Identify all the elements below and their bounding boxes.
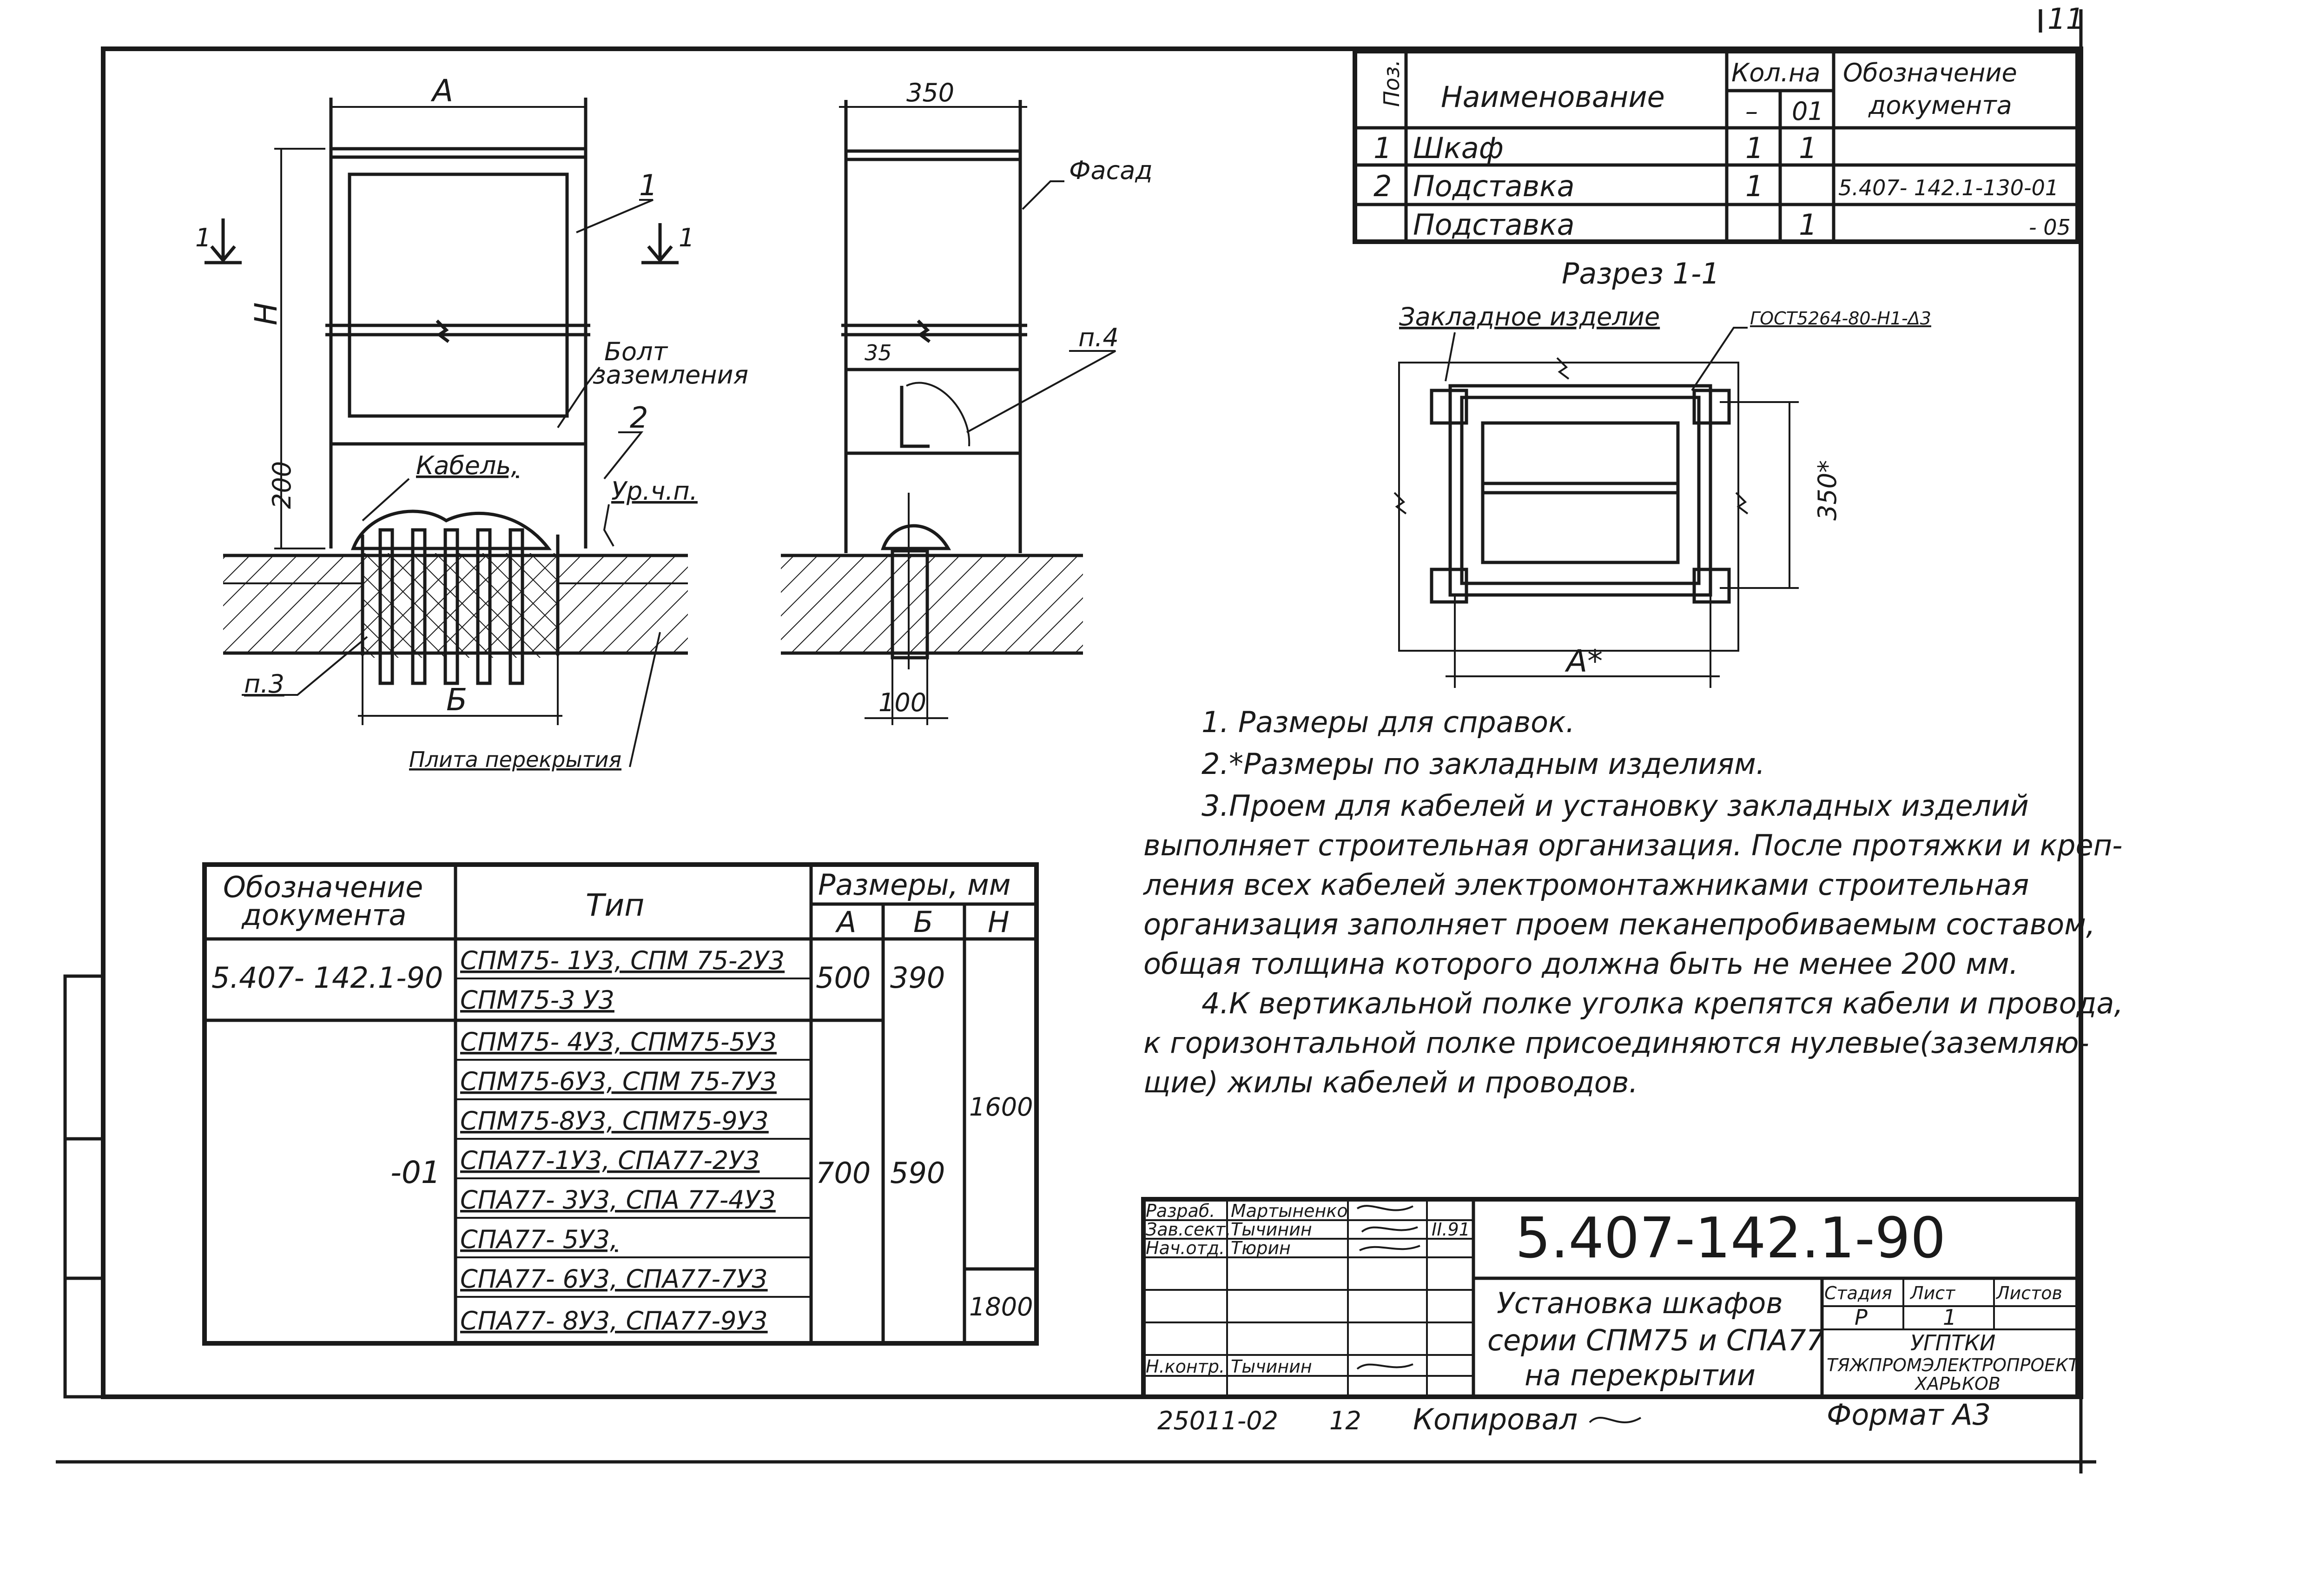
cut-label-left: 1 <box>195 223 211 252</box>
side-view-drawing <box>781 78 1153 725</box>
tb-name-2: Тычинин <box>1231 1219 1312 1240</box>
section-dim-a: A* <box>1566 643 1603 679</box>
note-3-line-4: организация заполняет проем пеканепробиваемым составом, <box>1143 907 2095 941</box>
cut-label-right: 1 <box>679 223 695 252</box>
note-4-line-2: к горизонтальной полке присоединяются нулевые(заземляю- <box>1143 1026 2089 1060</box>
front-view-drawing <box>195 73 748 772</box>
tb-title-2: серии СПМ75 и СПА77 <box>1487 1323 1825 1357</box>
notes-block <box>1143 705 2123 1099</box>
spec-row-2-q1: 1 <box>1745 169 1764 203</box>
size-table <box>205 865 1037 1343</box>
spec-row-2-name: Подставка <box>1413 169 1575 203</box>
spec-h-doc-1: Обозначение <box>1843 58 2017 87</box>
facade-label: Фасад <box>1069 156 1153 185</box>
format-label: Формат А3 <box>1827 1398 1991 1432</box>
tb-title-1: Установка шкафов <box>1497 1286 1783 1320</box>
spec-row-2-pos: 2 <box>1373 169 1392 203</box>
note-3-line-1: 3.Проем для кабелей и установку закладных изделий <box>1202 789 2029 823</box>
title-block <box>1143 1199 2080 1436</box>
size-h-type: Тип <box>586 887 645 923</box>
size-h-doc-1: Обозначение <box>223 870 423 904</box>
spec-h-qty-01: 01 <box>1792 97 1824 126</box>
size-h-b: Б <box>913 905 933 939</box>
note-2: 2.*Размеры по закладным изделиям. <box>1202 747 1765 781</box>
spec-row-1-q1: 1 <box>1745 131 1764 165</box>
gost-label: ГОСТ5264-80-Н1-Δ3 <box>1750 308 1931 329</box>
size-a-1: 500 <box>816 961 871 995</box>
size-h-sizes: Размеры, мм <box>818 868 1011 902</box>
tb-h-sheet: Лист <box>1910 1283 1955 1303</box>
archive-number: 25011-02 <box>1157 1406 1278 1435</box>
dim-100: 100 <box>878 688 927 717</box>
spec-row-3-doc: - 05 <box>2029 215 2071 240</box>
page-number: 11 <box>2047 2 2084 36</box>
bolt-label-1: Болт <box>604 337 668 366</box>
tb-name-1: Мартыненко <box>1231 1201 1348 1221</box>
tb-org-3: ХАРЬКОВ <box>1915 1374 2000 1394</box>
copied-label: Копировал <box>1413 1402 1578 1436</box>
dim-350: 350 <box>906 78 955 107</box>
spec-row-2-doc: 5.407- 142.1-130-01 <box>1838 175 2059 200</box>
slab-label: Плита перекрытия <box>409 747 622 772</box>
cable-label: Кабель, <box>416 451 519 480</box>
type-row-3: СПМ75- 4У3, СПМ75-5У3 <box>460 1027 777 1057</box>
dim-a: A <box>432 73 454 109</box>
type-row-2: СПМ75-3 У3 <box>460 985 614 1015</box>
tb-role-2: Зав.сект. <box>1146 1219 1231 1240</box>
size-a-2: 700 <box>816 1156 871 1190</box>
tb-date-2: II.91 <box>1432 1219 1470 1240</box>
tb-org-2: ТЯЖПРОМЭЛЕКТРОПРОЕКТ <box>1827 1355 2079 1375</box>
type-row-10: СПА77- 8У3, СПА77-9У3 <box>460 1306 768 1335</box>
tb-role-4: Н.контр. <box>1146 1356 1225 1377</box>
dim-200: 200 <box>267 461 297 509</box>
type-row-4: СПМ75-6У3, СПМ 75-7У3 <box>460 1067 777 1096</box>
size-doc-2: -01 <box>390 1155 441 1190</box>
spec-row-3-q2: 1 <box>1799 208 1817 242</box>
section-1-1 <box>1394 257 1931 688</box>
callout-1: 1 <box>639 168 658 202</box>
tb-role-3: Нач.отд. <box>1146 1238 1225 1258</box>
type-row-8: СПА77- 5У3, <box>460 1225 618 1254</box>
spec-table <box>1355 51 2078 242</box>
callout-2: 2 <box>630 401 648 435</box>
spec-h-pos: Поз. <box>1379 59 1404 107</box>
embedded-item-label: Закладное изделие <box>1399 302 1660 331</box>
note-4-line-1: 4.К вертикальной полке уголка крепятся кабели и провода, <box>1202 986 2124 1020</box>
type-row-5: СПМ75-8У3, СПМ75-9У3 <box>460 1106 769 1136</box>
note-1: 1. Размеры для справок. <box>1202 705 1575 739</box>
spec-row-1-name: Шкаф <box>1413 131 1504 165</box>
type-row-7: СПА77- 3У3, СПА 77-4У3 <box>460 1185 776 1215</box>
size-h-h: Н <box>988 905 1010 939</box>
type-row-9: СПА77- 6У3, СПА77-7У3 <box>460 1264 768 1294</box>
tb-title-3: на перекрытии <box>1525 1358 1756 1392</box>
note-3-line-2: выполняет строительная организация. После протяжки и креп- <box>1143 828 2123 862</box>
p3-label: п.3 <box>244 669 284 699</box>
section-title: Разрез 1-1 <box>1562 257 1720 291</box>
type-row-1: СПМ75- 1У3, СПМ 75-2У3 <box>460 946 785 975</box>
size-b-1: 390 <box>890 961 945 995</box>
spec-h-qty: Кол.на <box>1731 58 1821 87</box>
dim-35: 35 <box>865 340 892 365</box>
tb-name-3: Тюрин <box>1231 1238 1291 1258</box>
spec-row-3-name: Подставка <box>1413 208 1575 242</box>
drawing-code: 5.407-142.1-90 <box>1515 1206 1946 1271</box>
floor-level-label: Ур.ч.п. <box>611 476 698 506</box>
tb-sheet: 1 <box>1943 1305 1957 1330</box>
tb-stage: Р <box>1855 1305 1868 1330</box>
section-dim-350: 350* <box>1813 460 1842 521</box>
spec-h-doc-2: документа <box>1868 91 2012 120</box>
note-3-line-3: ления всех кабелей электромонтажниками строительная <box>1143 868 2029 902</box>
dim-h: H <box>248 302 284 325</box>
size-h-a: А <box>837 905 857 939</box>
dim-b: Б <box>446 682 468 718</box>
tb-h-sheets: Листов <box>1996 1283 2062 1303</box>
tb-name-4: Тычинин <box>1231 1356 1312 1377</box>
spec-h-qty-dash: – <box>1745 97 1758 126</box>
type-row-6: СПА77-1У3, СПА77-2У3 <box>460 1146 760 1175</box>
size-h-doc-2: документа <box>242 898 407 932</box>
p4-label: п.4 <box>1078 323 1119 352</box>
spec-h-name: Наименование <box>1441 80 1665 114</box>
spec-row-1-q2: 1 <box>1799 131 1817 165</box>
bolt-label-2: заземления <box>593 360 749 390</box>
tb-org-1: УГПТКИ <box>1910 1330 1996 1355</box>
size-doc-1: 5.407- 142.1-90 <box>211 961 443 995</box>
tb-role-1: Разраб. <box>1146 1201 1215 1221</box>
size-b-2: 590 <box>890 1156 945 1190</box>
archive-sheet: 12 <box>1329 1406 1361 1435</box>
size-h-1: 1600 <box>969 1092 1033 1122</box>
tb-h-stage: Стадия <box>1824 1283 1892 1303</box>
size-h-2: 1800 <box>969 1292 1033 1321</box>
spec-row-1-pos: 1 <box>1373 131 1392 165</box>
note-4-line-3: щие) жилы кабелей и проводов. <box>1143 1065 1638 1099</box>
note-3-line-5: общая толщина которого должна быть не менее 200 мм. <box>1143 947 2019 981</box>
